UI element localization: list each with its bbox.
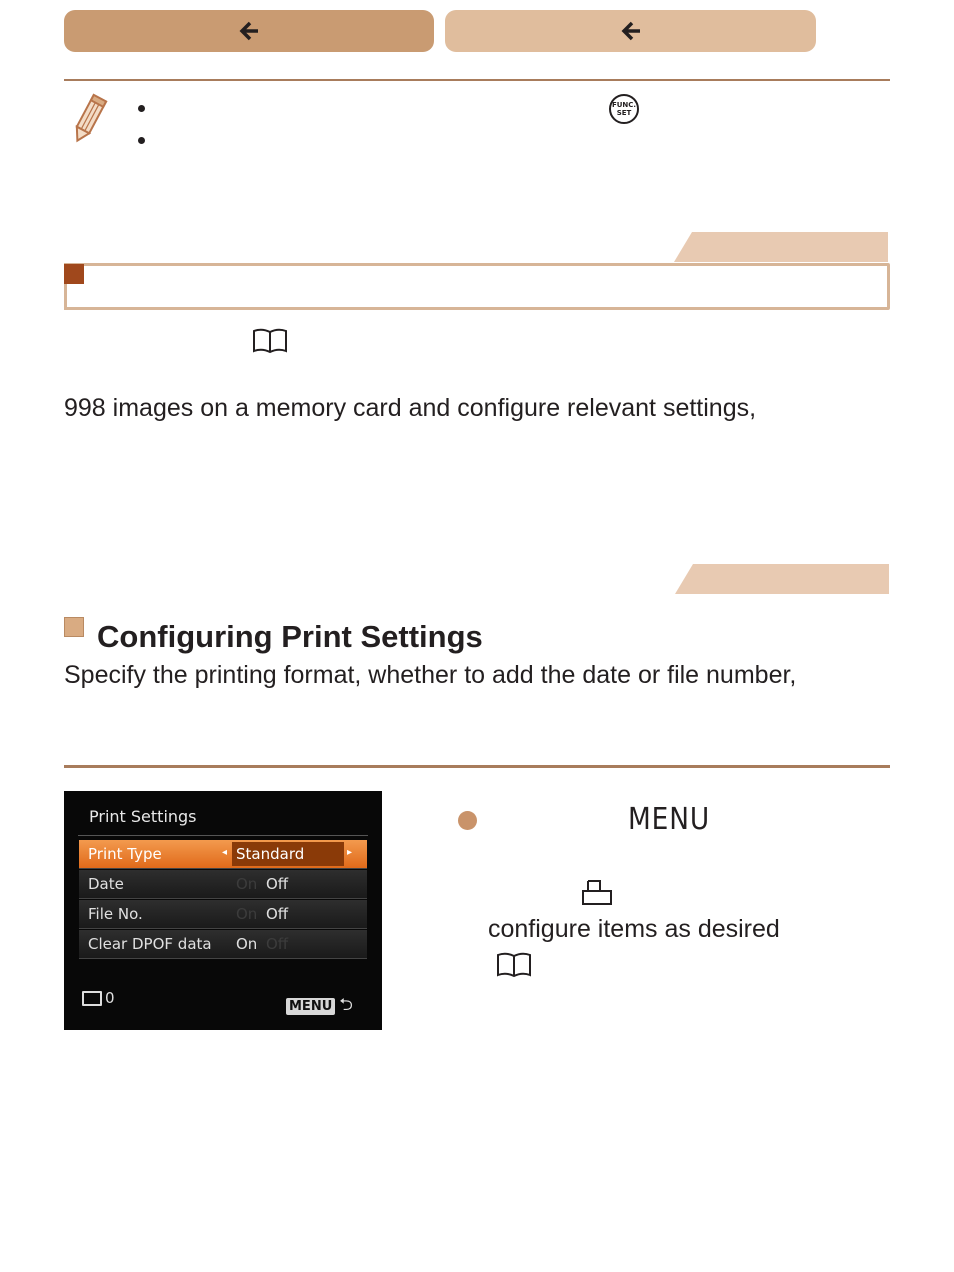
option-on: On xyxy=(236,875,258,893)
book-icon xyxy=(496,951,532,979)
step-divider xyxy=(64,765,890,768)
section-intro: Specify the printing format, whether to add the date or file number, xyxy=(64,661,797,689)
menu-back-hint xyxy=(286,992,353,1021)
section-tab xyxy=(675,564,889,594)
section-tab xyxy=(674,232,888,262)
left-arrow-icon: ◂ xyxy=(222,847,228,858)
file-no-row[interactable] xyxy=(79,900,367,929)
pencil-icon xyxy=(68,92,112,146)
menu-button-icon: MENU xyxy=(286,998,335,1015)
print-count-value: 0 xyxy=(105,989,115,1007)
previous-section-button[interactable] xyxy=(445,10,816,52)
option-on: On xyxy=(236,935,258,953)
section-heading-box xyxy=(64,263,890,310)
option-off: Off xyxy=(266,935,289,953)
date-row[interactable] xyxy=(79,870,367,899)
return-icon: ⮌ xyxy=(339,995,353,1015)
previous-page-button[interactable] xyxy=(64,10,434,52)
row-label: Date xyxy=(88,875,124,893)
section-title: Configuring Print Settings xyxy=(97,619,483,654)
screen-title: Print Settings xyxy=(89,807,197,826)
top-divider xyxy=(64,79,890,81)
note-bullet-2 xyxy=(138,137,145,144)
option-on: On xyxy=(236,905,258,923)
row-label: Clear DPOF data xyxy=(88,935,212,953)
print-count xyxy=(82,989,115,1007)
row-value: Standard xyxy=(232,842,344,866)
section-marker xyxy=(64,264,84,284)
arrow-left-icon xyxy=(238,20,260,42)
book-icon xyxy=(252,327,288,355)
right-arrow-icon: ▸ xyxy=(347,847,353,858)
row-label: File No. xyxy=(88,905,143,923)
print-type-row[interactable] xyxy=(79,840,367,869)
option-off: Off xyxy=(266,875,289,893)
screen-title-divider xyxy=(78,835,368,836)
camera-screen xyxy=(64,791,382,1030)
note-bullet-1 xyxy=(138,105,145,112)
func-set-button-icon: FUNC. SET xyxy=(609,94,639,124)
print-icon xyxy=(580,879,614,907)
row-label: Print Type xyxy=(88,845,162,863)
menu-button-label: MENU xyxy=(628,802,711,837)
clear-dpof-row[interactable] xyxy=(79,930,367,959)
print-count-icon xyxy=(82,991,102,1006)
option-off: Off xyxy=(266,905,289,923)
step-bullet xyxy=(458,811,477,830)
body-paragraph: 998 images on a memory card and configure relevant settings, xyxy=(64,394,757,422)
section-marker xyxy=(64,617,84,637)
step-text: configure items as desired xyxy=(488,915,780,943)
arrow-left-icon xyxy=(620,20,642,42)
